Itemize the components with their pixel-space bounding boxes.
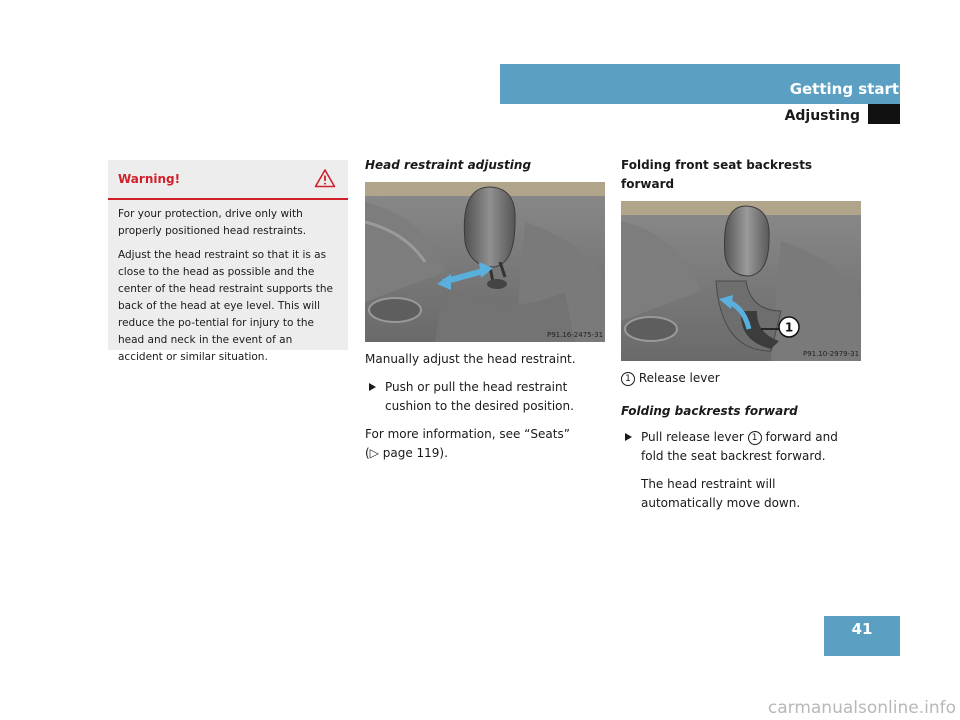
section-heading: Folding front seat backrests forward: [621, 158, 813, 191]
bullet-prefix: Pull release lever: [641, 430, 744, 444]
page-reference-link[interactable]: (▷ page 119).: [365, 446, 448, 460]
callout-marker: 1: [621, 372, 635, 386]
head-restraint-photo: [365, 182, 605, 342]
subsection-heading: Folding backrests forward: [621, 404, 798, 418]
column-head-restraint: [365, 156, 605, 472]
instruction-bullet: Push or pull the head restraint cushion to the desired position.: [365, 378, 605, 416]
instruction-bullet: [621, 428, 861, 466]
column-fold-backrest: [621, 156, 861, 522]
section-heading: Head restraint adjusting: [365, 158, 532, 172]
warning-title: Warning!: [118, 172, 181, 186]
more-info-text: [365, 425, 605, 463]
warning-paragraph: Adjust the head restraint so that it is as close to the head as possible and the center of the head restraint supports the back of the head at eye level. This will reduce the po-tential for injury to the head and neck in the event of an accident or similar situation.: [118, 249, 333, 363]
result-note: The head restraint will automatically move down.: [641, 477, 801, 510]
instruction-text: Manually adjust the head restraint.: [365, 352, 576, 366]
callout-marker: 1: [748, 431, 762, 445]
page-number: 41: [824, 616, 900, 656]
callout-number: 1: [784, 320, 794, 335]
legend-item: [621, 369, 861, 388]
more-info-label: For more information, see “Seats”: [365, 427, 570, 441]
warning-triangle-icon: [314, 168, 336, 188]
header-tab-marker: [868, 104, 900, 124]
photo-code: P91.10-2979-31: [803, 350, 860, 358]
warning-paragraph: For your protection, drive only with properly positioned head restraints.: [118, 208, 307, 237]
warning-header: [108, 160, 348, 200]
warning-body: [108, 200, 348, 366]
legend-label: Release lever: [638, 371, 720, 385]
bullet-suffix: forward and fold the seat backrest forward.: [641, 430, 838, 463]
release-lever-illustration: [621, 201, 861, 361]
section-title: Getting started: [789, 80, 920, 98]
release-lever-photo: [621, 201, 861, 361]
subsection-title: Adjusting: [784, 108, 860, 124]
watermark: carmanualsonline.info: [767, 698, 956, 718]
warning-box: [108, 160, 348, 363]
photo-code: P91.16-2475-31: [547, 331, 604, 339]
head-restraint-illustration: [365, 182, 605, 342]
